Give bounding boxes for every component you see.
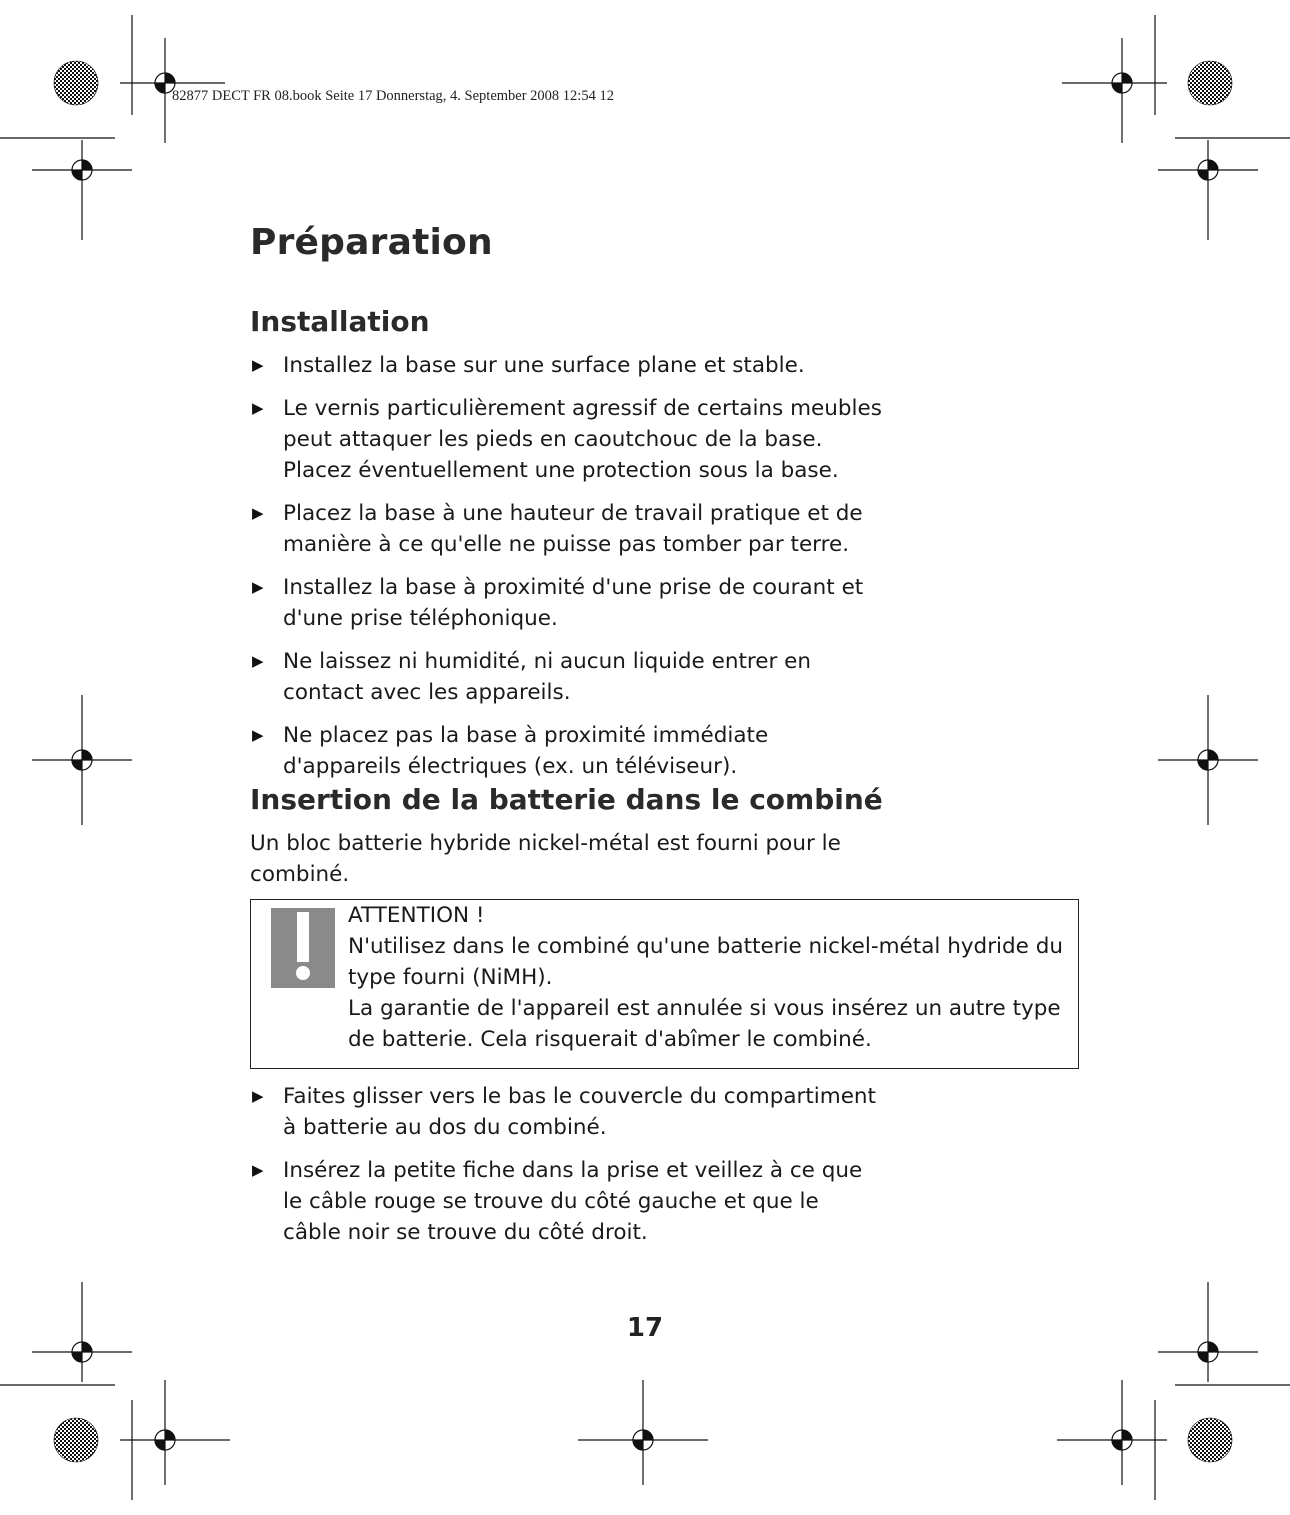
list-item: ▶ Ne placez pas la base à proximité immédiate d'appareils électriques (ex. un téléviseur). xyxy=(250,720,883,782)
print-slug: 82877 DECT FR 08.book Seite 17 Donnerstag, 4. September 2008 12:54 12 xyxy=(172,88,614,104)
registration-mark xyxy=(1158,695,1258,825)
registration-mark xyxy=(578,1380,708,1485)
section-heading-battery: Insertion de la batterie dans le combiné xyxy=(250,783,883,816)
registration-mark xyxy=(1057,1380,1167,1485)
bullet-triangle-icon: ▶ xyxy=(252,504,264,522)
list-item: ▶ Installez la base à proximité d'une prise de courant et d'une prise téléphonique. xyxy=(250,572,883,634)
list-item: ▶ Placez la base à une hauteur de travail pratique et de manière à ce qu'elle ne puisse pas tomber par terre. xyxy=(250,498,883,560)
bullet-triangle-icon: ▶ xyxy=(252,356,264,374)
list-item: ▶ Faites glisser vers le bas le couvercle du compartiment à batterie au dos du combiné. xyxy=(250,1081,883,1143)
warning-line: N'utilisez dans le combiné qu'une batterie nickel-métal hydride du type fourni (NiMH). xyxy=(348,934,1063,990)
installation-list xyxy=(250,350,883,794)
bullet-triangle-icon: ▶ xyxy=(252,1161,264,1179)
bullet-triangle-icon: ▶ xyxy=(252,726,264,744)
warning-text xyxy=(348,900,1068,1055)
list-item: ▶ Installez la base sur une surface plane et stable. xyxy=(250,350,883,381)
registration-mark xyxy=(32,1282,132,1382)
list-item: ▶ Le vernis particulièrement agressif de certains meubles peut attaquer les pieds en caoutchouc de la base. Placez éventuellement une protection sous la base. xyxy=(250,393,883,486)
registration-mark xyxy=(32,140,132,240)
registration-mark xyxy=(32,695,132,825)
page-number: 17 xyxy=(626,1313,664,1343)
battery-list xyxy=(250,1081,883,1260)
list-item: ▶ Insérez la petite fiche dans la prise et veillez à ce que le câble rouge se trouve du côté gauche et que le câble noir se trouve du côté droit. xyxy=(250,1155,883,1248)
section-heading-installation: Installation xyxy=(250,305,430,338)
bullet-triangle-icon: ▶ xyxy=(252,399,264,417)
warning-line: La garantie de l'appareil est annulée si vous insérez un autre type de batterie. Cela risquerait d'abîmer le combiné. xyxy=(348,996,1061,1052)
registration-mark xyxy=(1158,1282,1258,1382)
list-item: ▶ Ne laissez ni humidité, ni aucun liquide entrer en contact avec les appareils. xyxy=(250,646,883,708)
page-title: Préparation xyxy=(250,222,493,263)
bullet-triangle-icon: ▶ xyxy=(252,1087,264,1105)
warning-title: ATTENTION ! xyxy=(348,903,485,928)
registration-mark xyxy=(120,1380,230,1485)
battery-intro: Un bloc batterie hybride nickel-métal est fourni pour le combiné. xyxy=(250,831,841,887)
warning-box xyxy=(250,899,1079,1069)
registration-mark xyxy=(1158,140,1258,240)
registration-mark xyxy=(1062,38,1167,143)
bullet-triangle-icon: ▶ xyxy=(252,578,264,596)
bullet-triangle-icon: ▶ xyxy=(252,652,264,670)
exclamation-warning-icon xyxy=(271,908,335,988)
